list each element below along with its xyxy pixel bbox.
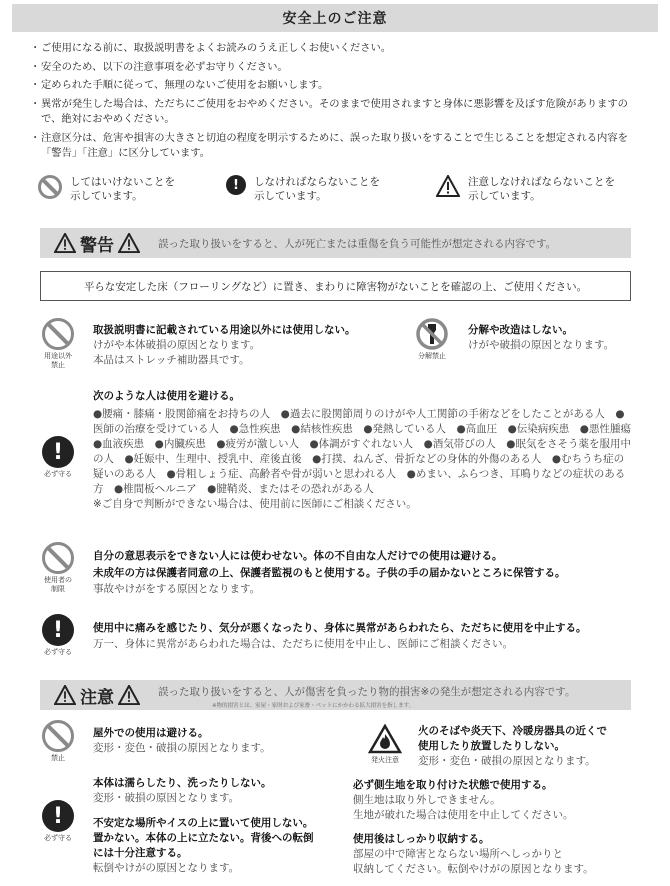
title-bar xyxy=(12,4,658,32)
prohibit-icon xyxy=(42,542,74,574)
caution-badge: 注意 xyxy=(54,683,140,708)
legend-prohibit: してはいけないことを 示しています。 xyxy=(38,175,175,203)
warning-triangle-icon xyxy=(54,233,76,253)
warning-description: 誤った取り扱いをすると、人が死亡または重傷を負う可能性が想定される内容です。 xyxy=(158,237,557,250)
users-restriction-symbol: 使用者の 制限 xyxy=(36,542,80,594)
symbol-legend xyxy=(38,175,663,207)
prohibit-icon xyxy=(38,175,62,199)
fire-warning-icon xyxy=(368,724,402,754)
prohibit-icon xyxy=(42,720,74,752)
warning-triangle-icon xyxy=(118,233,140,253)
legend-must: ! しなければならないことを 示しています。 xyxy=(226,175,380,203)
warning-item-disassemble: 分解や改造はしない。 けがや破損の原因となります。 xyxy=(468,324,615,351)
disassemble-prohibit-symbol: 分解禁止 xyxy=(410,318,454,361)
property-damage-note: ※物的損害とは、家屋・家財および家畜・ペットにかかわる拡大損害を指します。 xyxy=(212,703,415,709)
intro-item: ・ ご使用になる前に、取扱説明書をよくお読みのうえ正しくお使いください。 xyxy=(30,41,645,57)
intro-item: ・ 注意区分は、危害や損害の大きさと切迫の程度を明示するために、誤った取り扱いをすることで生じることを想定される内容を「警告」「注意」に区分しています。 xyxy=(30,131,645,162)
caution-triangle-icon xyxy=(54,685,76,705)
fire-caution-symbol: 発火注意 xyxy=(362,724,408,765)
outdoor-prohibit-symbol: 禁止 xyxy=(36,720,80,763)
warning-item-persons: 次のような人は使用を避ける。 ●腰痛・膝痛・股関節痛をお持ちの人 ●過去に股関節周りのけがや人工関節の手術などをしたことがある人 ●医師の治療を受けている人 ●急性疾患 ●結核性疾患 ●発熱している人 ●高血圧 ●伝染病疾患 ●悪性腫瘍 ●血液疾患 ●内臓疾患 ●疲労が激しい人 ●体調がすぐれない人 ●酒気帯びの人 ●眠気をさそう薬を服用中の人 ●妊娠中、生理中、授乳中、産後直後 ●打撲、ねんざ、骨折などの身体的外傷のある人 ●むちうち症の疑いのある人 ●骨粗しょう症、高齢者や骨が弱いと思われる人 ●めまい、ふらつき、耳鳴りなどの症状のある方 ●椎間板ヘルニア ●腱鞘炎、またはその恐れがある人 ※ご自身で判断ができない場合は、使用前に医師にご相談ください。 xyxy=(93,390,631,510)
caution-item-unstable: 不安定な場所やイスの上に置いて使用しない。 置かない。本体の上に立たない。背後への転倒 には十分注意する。 転倒やけがの原因となります。 xyxy=(93,817,314,874)
intro-item: ・ 定められた手順に従って、無理のないご使用をお願いします。 xyxy=(30,78,645,94)
persons-must-symbol: ! 必ず守る xyxy=(36,436,80,479)
warning-badge: 警告 xyxy=(54,231,140,256)
caution-icon xyxy=(436,175,460,197)
legend-caution: 注意しなければならないことを 示しています。 xyxy=(436,175,615,203)
caution-description: 誤った取り扱いをすると、人が傷害を負ったり物的損害※の発生が想定される内容です。 xyxy=(158,685,576,698)
stop-must-symbol: ! 必ず守る xyxy=(36,614,80,657)
warning-item-users: 自分の意思表示をできない人には使わせない。体の不自由な人だけでの使用は避ける。 未成年の方は保護者同意の上、保護者監視のもと使用する。子供の手の届かないところに保管する。 事故やけがをする原因となります。 xyxy=(93,550,566,595)
caution-item-storage: 使用後はしっかり収納する。 部屋の中で障害とならない場所へしっかりと 収納してください。転倒やけがの原因となります。 xyxy=(353,833,594,875)
page-title: 安全上のご注意 xyxy=(282,11,388,27)
purpose-prohibit-symbol: 用途以外 禁止 xyxy=(38,318,78,370)
intro-item: ・ 異常が発生した場合は、ただちにご使用をおやめください。そのままで使用されますと身体に悪影響を及ぼす危険がありますので、絶対におやめください。 xyxy=(30,97,645,128)
caution-item-wash: 本体は濡らしたり、洗ったりしない。 変形・破損の原因となります。 xyxy=(93,777,272,804)
caution-header xyxy=(40,680,631,710)
caution-item-side: 必ず側生地を取り付けた状態で使用する。 側生地は取り外しできません。 生地が破れた場合は使用を中止してください。 xyxy=(353,779,574,821)
unstable-must-symbol: ! 必ず守る xyxy=(36,800,80,843)
caution-item-outdoor: 屋外での使用は避ける。 変形・変色・破損の原因となります。 xyxy=(93,727,271,754)
warning-item-stop: 使用中に痛みを感じたり、気分が悪くなったり、身体に異常があらわれたら、ただちに使用を中止する。 万一、身体に異常があらわれた場合は、ただちに使用を中止し、医師にご相談ください。 xyxy=(93,622,587,650)
warning-header xyxy=(40,228,631,258)
warning-item-purpose: 取扱説明書に記載されている用途以外には使用しない。 けがや本体破損の原因となります。 本品はストレッチ補助器具です。 xyxy=(93,324,356,366)
mandatory-icon: ! xyxy=(226,175,246,195)
prohibit-icon xyxy=(42,318,74,350)
mandatory-icon: ! xyxy=(42,436,74,468)
mandatory-icon: ! xyxy=(42,800,74,832)
caution-triangle-icon xyxy=(118,685,140,705)
caution-item-fire: 火のそばや炎天下、冷暖房器具の近くで 使用したり放置したりしない。 変形・変色・破損の原因となります。 xyxy=(418,725,607,767)
no-disassembly-icon xyxy=(416,318,448,350)
mandatory-icon: ! xyxy=(42,614,74,646)
intro-list xyxy=(30,41,645,165)
intro-item: ・ 安全のため、以下の注意事項を必ずお守りください。 xyxy=(30,60,645,76)
warning-boxed-note: 平らな安定した床（フローリングなど）に置き、まわりに障害物がないことを確認の上、ご使用ください。 xyxy=(40,271,631,301)
